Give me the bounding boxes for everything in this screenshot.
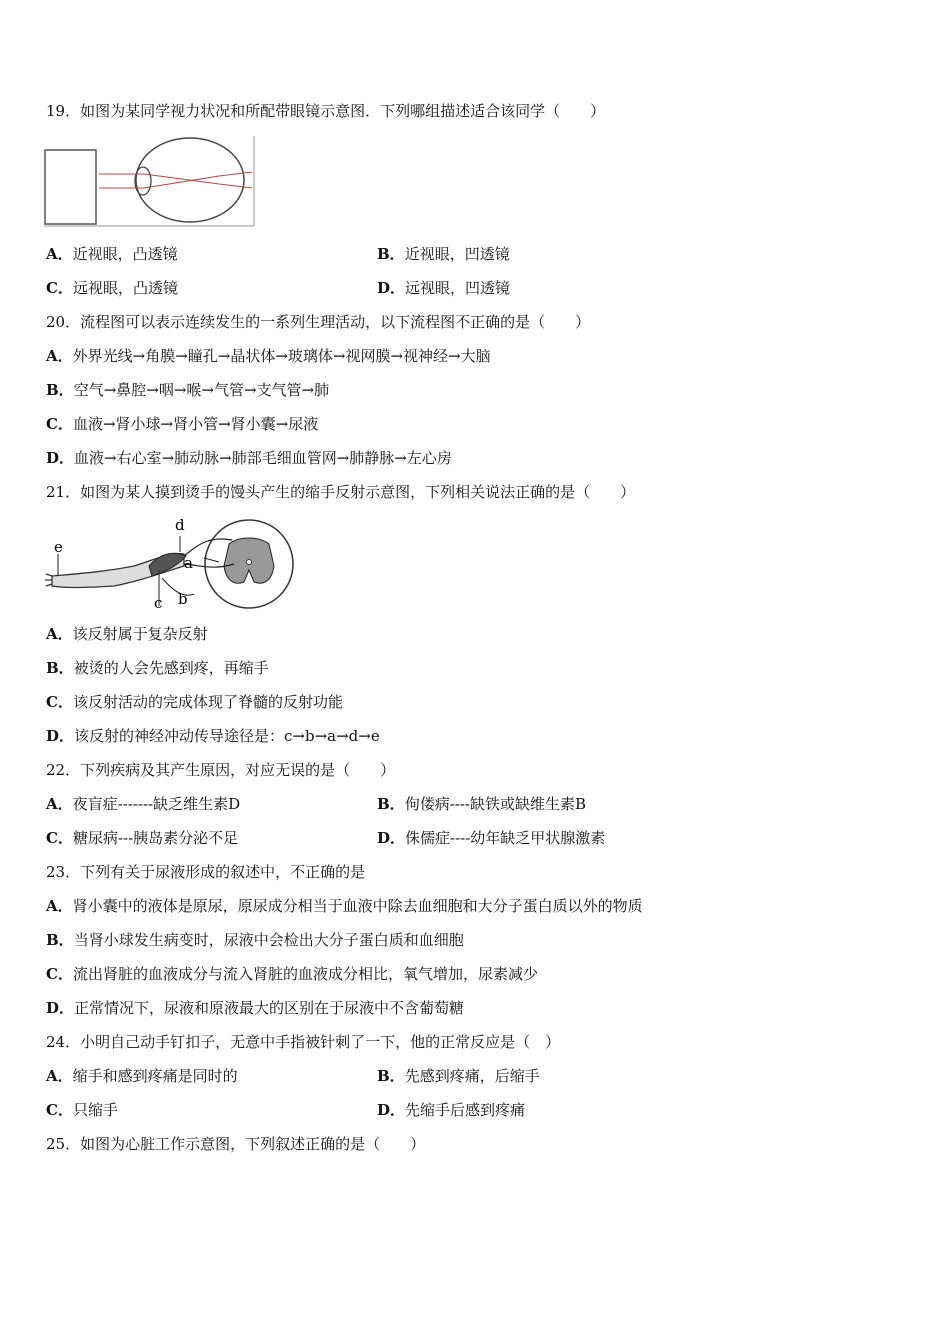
label-e: e bbox=[54, 538, 63, 556]
q22-stem: 22．下列疾病及其产生原因，对应无误的是（ ） bbox=[46, 761, 396, 779]
q19-option-d[interactable]: D．远视眼，凹透镜 bbox=[377, 279, 511, 297]
q21-option-b[interactable]: B．被烫的人会先感到疼，再缩手 bbox=[46, 659, 269, 677]
q20-option-d[interactable]: D．血液→右心室→肺动脉→肺部毛细血管网→肺静脉→左心房 bbox=[46, 449, 452, 467]
eye-lens-diagram bbox=[44, 136, 256, 228]
q23-option-b[interactable]: B．当肾小球发生病变时，尿液中会检出大分子蛋白质和血细胞 bbox=[46, 931, 464, 949]
q19-option-b[interactable]: B．近视眼，凹透镜 bbox=[377, 245, 510, 263]
label-c: c bbox=[154, 594, 163, 612]
label-a: a bbox=[184, 554, 193, 572]
q24-option-c[interactable]: C．只缩手 bbox=[46, 1101, 118, 1119]
q20-option-b[interactable]: B．空气→鼻腔→咽→喉→气管→支气管→肺 bbox=[46, 381, 330, 399]
reflex-arc-diagram bbox=[44, 514, 296, 612]
q23-option-a[interactable]: A．肾小囊中的液体是原尿，原尿成分相当于血液中除去血细胞和大分子蛋白质以外的物质 bbox=[46, 897, 643, 915]
q22-option-d[interactable]: D．侏儒症----幼年缺乏甲状腺激素 bbox=[377, 829, 606, 847]
q19-option-c[interactable]: C．远视眼，凸透镜 bbox=[46, 279, 178, 297]
q21-option-a[interactable]: A．该反射属于复杂反射 bbox=[46, 625, 208, 643]
q21-option-d[interactable]: D．该反射的神经冲动传导途径是：c→b→a→d→e bbox=[46, 727, 380, 745]
q19-option-a[interactable]: A．近视眼，凸透镜 bbox=[46, 245, 178, 263]
label-d: d bbox=[175, 516, 185, 534]
q21-option-c[interactable]: C．该反射活动的完成体现了脊髓的反射功能 bbox=[46, 693, 343, 711]
q25-stem: 25．如图为心脏工作示意图，下列叙述正确的是（ ） bbox=[46, 1135, 426, 1153]
q23-option-c[interactable]: C．流出肾脏的血液成分与流入肾脏的血液成分相比，氧气增加，尿素减少 bbox=[46, 965, 538, 983]
label-b: b bbox=[178, 590, 188, 608]
q23-stem: 23．下列有关于尿液形成的叙述中，不正确的是 bbox=[46, 863, 366, 881]
q24-option-b[interactable]: B．先感到疼痛，后缩手 bbox=[377, 1067, 540, 1085]
q23-option-d[interactable]: D．正常情况下，尿液和原液最大的区别在于尿液中不含葡萄糖 bbox=[46, 999, 465, 1017]
q24-option-a[interactable]: A．缩手和感到疼痛是同时的 bbox=[46, 1067, 238, 1085]
q21-stem: 21．如图为某人摸到烫手的馒头产生的缩手反射示意图，下列相关说法正确的是（ ） bbox=[46, 483, 636, 501]
q19-stem: 19．如图为某同学视力状况和所配带眼镜示意图．下列哪组描述适合该同学（ ） bbox=[46, 102, 606, 120]
q24-stem: 24．小明自己动手钉扣子，无意中手指被针刺了一下，他的正常反应是（ ） bbox=[46, 1033, 561, 1051]
q22-option-a[interactable]: A．夜盲症-------缺乏维生素D bbox=[46, 795, 241, 813]
q20-stem: 20．流程图可以表示连续发生的一系列生理活动，以下流程图不正确的是（ ） bbox=[46, 313, 591, 331]
q22-option-b[interactable]: B．佝偻病----缺铁或缺维生素B bbox=[377, 795, 586, 813]
q20-option-c[interactable]: C．血液→肾小球→肾小管→肾小囊→尿液 bbox=[46, 415, 319, 433]
q22-option-c[interactable]: C．糖尿病---胰岛素分泌不足 bbox=[46, 829, 239, 847]
q20-option-a[interactable]: A．外界光线→角膜→瞳孔→晶状体→玻璃体→视网膜→视神经→大脑 bbox=[46, 347, 491, 365]
q24-option-d[interactable]: D．先缩手后感到疼痛 bbox=[377, 1101, 526, 1119]
